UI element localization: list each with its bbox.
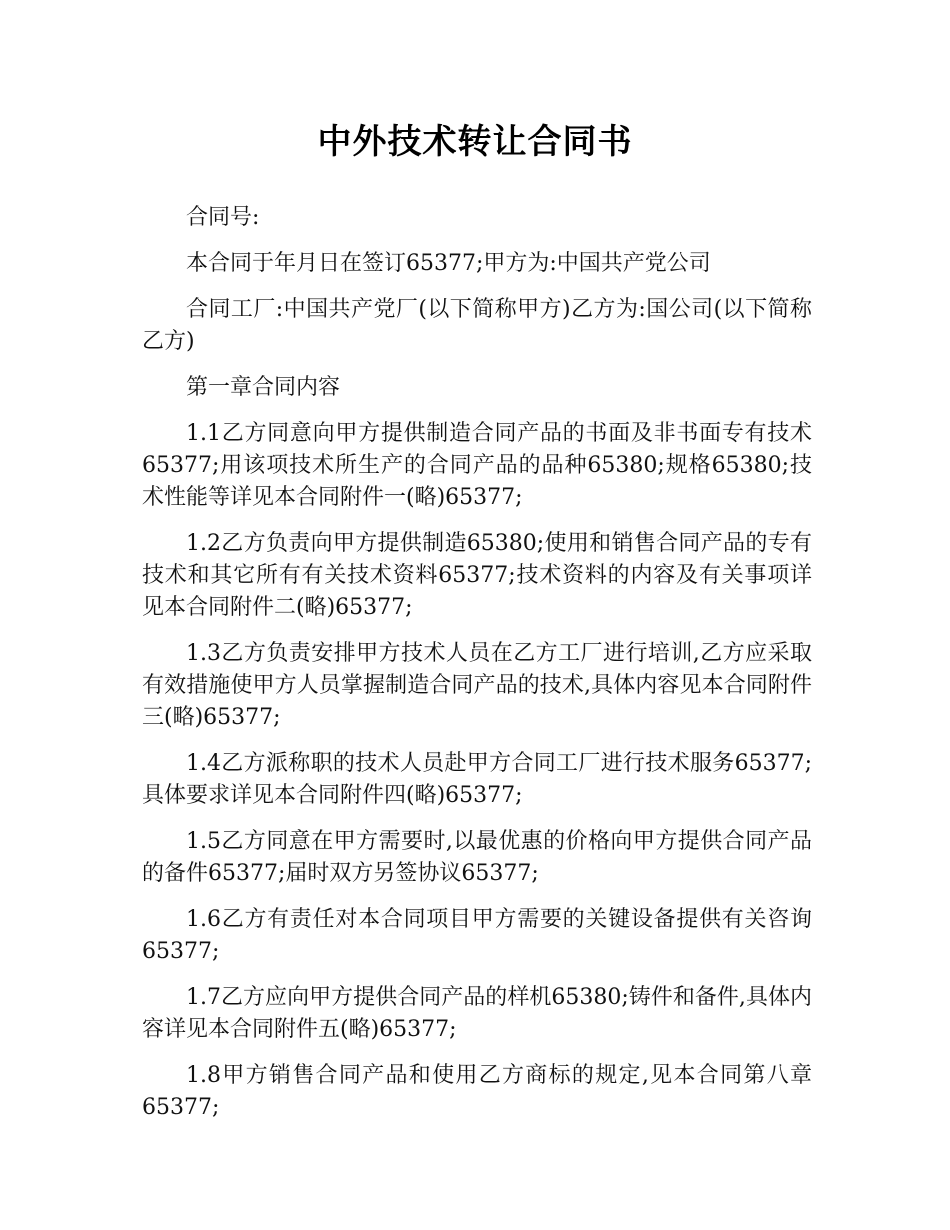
parties-paragraph: 合同工厂:中国共产党厂(以下简称甲方)乙方为:国公司(以下简称乙方) [142, 297, 812, 354]
clause-1-1: 1.1乙方同意向甲方提供制造合同产品的书面及非书面专有技术65377;用该项技术所生产的合同产品的品种65380;规格65380;技术性能等详见本合同附件一(略)65377; [142, 421, 812, 510]
signing-info-paragraph: 本合同于年月日在签订65377;甲方为:中国共产党公司 [186, 251, 711, 276]
clause-1-8: 1.8甲方销售合同产品和使用乙方商标的规定,见本合同第八章65377; [142, 1063, 812, 1120]
clause-1-3: 1.3乙方负责安排甲方技术人员在乙方工厂进行培训,乙方应采取有效措施使甲方人员掌握制造合同产品的技术,具体内容见本合同附件三(略)65377; [142, 641, 812, 730]
contract-number-line: 合同号: [186, 205, 260, 230]
clause-1-2: 1.2乙方负责向甲方提供制造65380;使用和销售合同产品的专有技术和其它所有有关技术资料65377;技术资料的内容及有关事项详见本合同附件二(略)65377; [142, 531, 812, 620]
clause-1-7: 1.7乙方应向甲方提供合同产品的样机65380;铸件和备件,具体内容详见本合同附件五(略)65377; [142, 985, 812, 1042]
document-title: 中外技术转让合同书 [317, 122, 633, 162]
chapter-heading: 第一章合同内容 [186, 375, 341, 400]
document-body [142, 202, 812, 1138]
clause-1-5: 1.5乙方同意在甲方需要时,以最优惠的价格向甲方提供合同产品的备件65377;届时双方另签协议65377; [142, 829, 812, 886]
clause-1-4: 1.4乙方派称职的技术人员赴甲方合同工厂进行技术服务65377;具体要求详见本合同附件四(略)65377; [142, 751, 812, 808]
clause-1-6: 1.6乙方有责任对本合同项目甲方需要的关键设备提供有关咨询65377; [142, 907, 812, 964]
